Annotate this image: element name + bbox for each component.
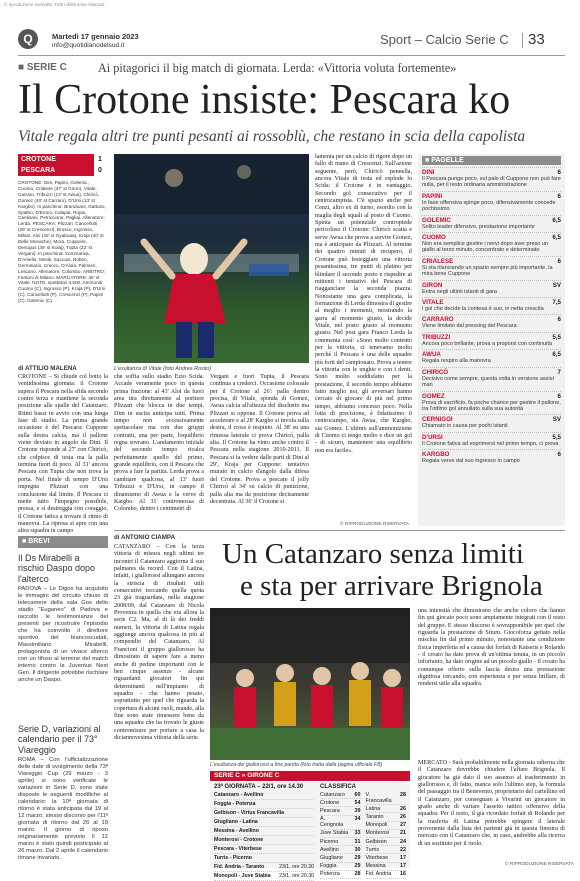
classifica-row	[366, 846, 407, 854]
pagella-comment: I gol che decide la contesa è suo, in netta crescita	[422, 306, 544, 313]
pagella-player: KARGBO	[422, 451, 450, 459]
kicker-text: Ai pitagorici il big match di giornata. Lerda: «Vittoria voluta fortemente»	[98, 61, 457, 75]
fixture-match: Fid. Andria - Taranto	[214, 864, 265, 870]
brevi-item1-text: PADOVA – Le Digos ha acquisito le immagini del circuito chiuso di telecamere della sala Gos dello stadio "Euganeo" di Padova e raccolto le testimonianze dei presenti per ricostruire l'episodio che ha coinvolto il direttore sportivo del biancoscudati, Massimiliano Mirabelli, protagonista di un vivace alterco con un tifoso al termine del match interno contro la Juventus Next Gen. Il dirigente potrebbe rischiare anche un Daspo.	[18, 586, 108, 683]
classifica-points: 27	[400, 822, 406, 829]
pagella-player: VITALE	[422, 299, 444, 307]
classifica-right	[366, 791, 407, 879]
classifica-row	[366, 838, 407, 846]
pagella-player: CHIRICÒ	[422, 368, 449, 376]
classifica-team: Potenza	[320, 871, 340, 878]
pagella-vote: 6	[557, 257, 561, 265]
classifica-row	[320, 791, 361, 799]
away-team: PESCARA	[21, 167, 56, 174]
fixture-row	[214, 791, 314, 800]
article2-rule	[114, 530, 565, 531]
pagella-comment: Si sta rilanciando un spazio sempre più importante, la mira bene Cuppone	[422, 264, 553, 278]
catanzaro-celebration-image	[210, 608, 410, 760]
brevi-title: BREVI	[28, 538, 50, 545]
pagella-vote: 6	[557, 192, 561, 200]
classifica-team: Picerno	[320, 838, 339, 845]
brevi-item2-text: ROMA – Con l'ufficializzazione delle date di svolgimento della 73ª Viareggio Cup (29 marzo - 3 aprile) si sono verificate le variazioni in Serie D, sono state disposte le seguenti modifiche al calendario: la 10ª giornata di ritorno è stata anticipata dal 19 al 12 marzo, stesso discorso per l'11ª giornata di ritorno dal 26 al 19 marzo. Il giorno di riposo originariamente previsto il 12 marzo è stato quindi posticipato al 26 marzo. Dal 2 aprile il calendario rimane invariato.	[18, 757, 108, 861]
article2-headline-line1: Un Catanzaro senza limiti	[222, 538, 524, 570]
classifica-row	[320, 807, 361, 815]
fixture-row	[214, 854, 314, 863]
classifica-points: 22	[400, 846, 406, 853]
classifica-team: Viterbese	[365, 854, 389, 861]
article1-byline: di ATTILIO MALENA	[18, 365, 77, 372]
fixture-match: Turris - Picerno	[214, 855, 252, 861]
classifica-points: 28	[400, 791, 406, 798]
classifica-points: 26	[400, 813, 406, 820]
fixture-row	[214, 818, 314, 827]
pagella-comment: Solito leader difensivo, prestazione importante	[422, 223, 535, 230]
pagelle-title-text: PAGELLE	[431, 157, 464, 164]
pagelle-box	[418, 154, 565, 526]
classifica-team: Latina	[365, 805, 381, 812]
classifica-team: Foggia	[320, 863, 337, 870]
copyright-line: © riproduzione riservata. Tutti i diritti sono riservati.	[4, 2, 106, 7]
classifica-points: 60	[354, 791, 361, 798]
pagella-comment: Ancora poco brillante, prova a proporsi con continuità	[422, 340, 552, 347]
pagella-comment: Il Crotone fatica ad esprimersi nel primo tempo, ci prova	[422, 440, 559, 447]
classifica-row	[366, 854, 407, 862]
classifica-points: 16	[400, 871, 406, 878]
article2-byline: di ANTONIO CIAMPA	[114, 534, 176, 541]
fixture-row	[214, 872, 314, 881]
classifica-team: Fid. Andria	[365, 871, 392, 878]
pagella-player: CRIALESE	[422, 257, 454, 265]
pagella-item	[422, 349, 561, 366]
classifica-team: Avellino	[320, 846, 339, 853]
article2-column-3: una intensità che dimostrano che anche coloro che hanno fin qui giocato poco sono ampiamente integrati con il resto del gruppo. E stesso discorso è sovrapponibile per quel che riguarda la prestazione di Situm. Giocoforza gettato nella mischia fin dal primo minuto, nonostante una condizione fisica imperfetta ed a causa dei forfait di Katseris e Rolando - il croato ha dato prova di un'ottima tenuta, in un piccolo infortunio, ha dato origine ad un piccolo giallo - il croato ha comunque offerto sulla fascia destra una prestazione dignitosa cercando, con esperienza e pur senza brillare, di rendersi utile alla squadra.	[418, 608, 565, 688]
fixture-row	[214, 809, 314, 818]
pagella-player: CARRARO	[422, 316, 454, 324]
classifica-row	[366, 813, 407, 821]
fixture-row	[214, 845, 314, 854]
pagella-item	[422, 280, 561, 297]
fixture-match: Monterosi - Crotone	[214, 837, 264, 843]
pagella-comment: Non era semplice gestire i nervi dopo aver preso un giallo al terzo minuto, concentrato e determinato	[422, 241, 548, 254]
classifica-left	[320, 791, 361, 879]
fixture-row	[214, 863, 314, 872]
classifica-row	[366, 871, 407, 879]
pagella-player: AWUA	[422, 351, 441, 359]
pagella-player: GOMEZ	[422, 392, 445, 400]
article1-photo-caption: L'esultanza di Vitale (foto Andrea Rosito)	[114, 366, 212, 372]
vitale-celebration-image	[114, 154, 309, 363]
pagella-vote: 6,5	[552, 351, 561, 359]
pagella-item	[422, 414, 561, 431]
classifica-points: 39	[354, 807, 361, 814]
page-number-divider	[522, 33, 523, 48]
fixture-row	[214, 836, 314, 845]
pagella-player: D'URSI	[422, 433, 443, 441]
classifica-row	[320, 863, 361, 871]
fixture-row	[214, 800, 314, 809]
headline: Il Crotone insiste: Pescara ko	[18, 77, 511, 123]
article1-column-3: Vergani e fuori Tupta, il Pescara continua a crederci. Occasione colossale per il Crotone al 26': palla dentro precisa, di Vitale, sponda di Gomez, Awua calcia all'altezza del dischetto ma Plizzari si oppone. Il Crotone prova ad accelerare e al 28' Kargbo si invola sulla destra, il cross è respinto. Al 38' su una rimessa laterale ci prova Chiricò, palla alta. Il Crotone ha vinto anche contro il Pescara nella stagione 2010-2011. Il Pescara si fa vedere dalle parti di Dini al 29', Kraja per Cuppone: tentativo murato in calcio d'angolo dalla difesa del Crotone. Prova a pescare il jolly Chiricò al 34' su calcio di punizione, palla alta ma da posizione decisamente decentrata. Al 36' il Crotone si	[210, 374, 309, 505]
article2-photo-caption: L'esultanza dei giallorossi a fine partita (foto tratta dalla pagina ufficiale FB)	[210, 762, 383, 768]
pagella-comment: Chiamato in causa per pochi istanti	[422, 423, 508, 430]
article1-photo	[114, 154, 309, 363]
classifica-row	[366, 830, 407, 838]
issue-date: Martedì 17 gennaio 2023	[52, 32, 139, 41]
classifica-points: 28	[354, 871, 361, 878]
pagella-comment: Entra negli ultimi istanti di gara	[422, 288, 497, 295]
classifica-points: 31	[354, 838, 361, 845]
results-banner: SERIE C » GIRONE C	[210, 771, 410, 781]
pagella-item	[422, 232, 561, 256]
pagella-comment: Decisivo come sempre, questa volta in versione assist man	[422, 375, 555, 389]
pagella-vote: 6	[557, 169, 561, 176]
classifica-row	[320, 846, 361, 854]
classifica-row	[320, 871, 361, 879]
classifica-points: 24	[400, 838, 406, 845]
fixture-match: Giugliano - Latina	[214, 819, 258, 825]
brevi-item2-title: Serie D, variazioni al calendario per il 73° Viareggio	[18, 724, 101, 755]
fixture-time: 23/1, ore 20.30	[279, 873, 314, 879]
kicker-label-text: SERIE C	[26, 62, 67, 73]
round-title: 23ª GIORNATA – 22/1, ore 14.30	[214, 784, 304, 790]
classifica-points: 21	[400, 830, 406, 837]
fixture-match: Messina - Avellino	[214, 828, 259, 834]
classifica-points: 33	[354, 830, 361, 837]
classifica-row	[366, 863, 407, 871]
classifica-team: Taranto	[365, 813, 384, 820]
fixture-match: Gelbison - Virtus Francavilla	[214, 810, 284, 816]
pagella-comment: Regala verve dal suo ingresso in campo	[422, 458, 520, 465]
classifica-team: Pescara	[320, 807, 340, 814]
page-number: 33	[528, 31, 545, 48]
scoreboard	[18, 154, 106, 176]
classifica-row	[320, 799, 361, 807]
classifica-points: 17	[400, 863, 406, 870]
pagella-player: GIRON	[422, 281, 443, 289]
classifica-points: 29	[354, 854, 361, 861]
pagella-player: GOLEMIC	[422, 216, 451, 224]
article1-column-4: lamenta per un calcio di rigore dopo un fallo di mano di Crescenzi. Sull'azione seguente, però, Chiricò pennella, ancora Vitale di testa ed esplode lo Scida: il Crotone è in vantaggio. Secondo gol consecutivo per il centrocampista. C'è spazio anche per Cenzi, altro ex di turno, esordio con la maglia degli squali al posto di Cuomo. Spinta un potenziale contropiede pericoloso il Crotone: Chiricò scatta e serve Awua che prova a servire Gomez, ma è anticipato da Plizzari. Al termine dei quattro minuti di recupero, il Crotone può festeggiare una vittoria pesantissima, tre punti di platino per blindare il secondo posto e rispedire ai mittenti i tentativi del Pescara di riagganciare la seconda piazza. Nonostante una gara complicata, la formazione di Lerda dimostra di gestire al meglio i momenti, mostrando la garra al momento giusto, la decide Vitale, nel posto giusto al momento giusto. Nel post gara Franco Lerda la commenta così: «Sono molto contento per la vittoria, ci tenevamo molto perché il Pescara è una delle squadre più forti del campionato. Prova a tenere la vittoria con le unghie e con i denti. Sono molto soddisfatto per la prestazione, il secondo tempo abbiamo fatto meglio noi, gli avversari hanno cercato di giocare di più nel primo tempo, abbiamo concesso poco. Nella lotta di precisione, è fidatissimo il centrocampo, sia Awua, che Kargbo, sia Gomez. L'ultimo sull'ammonizione di Cuomo ci tengo molto e dice un gol - di sicuro, mantenere una equilibrio non era facile».	[315, 154, 412, 454]
pagella-player: TRIBUZZI	[422, 333, 451, 341]
classifica-points: 54	[354, 799, 361, 806]
pagella-vote: 7	[557, 368, 561, 376]
fixture-row	[214, 827, 314, 836]
pagella-item	[422, 449, 561, 466]
classifica-points: 30	[354, 846, 361, 853]
article2-photo	[210, 608, 410, 760]
pagelle-title: ■ PAGELLE	[422, 156, 561, 165]
fixture-list	[214, 791, 314, 881]
classifica-title: CLASSIFICA	[320, 784, 356, 790]
pagella-player: DINI	[422, 169, 435, 176]
pagella-comment: Prova di sacrificio, fa poche chance per gestire il pallone, tra l'ottimo gol annullato sulla sua autorità	[422, 399, 561, 412]
pagella-item	[422, 367, 561, 391]
classifica-row	[320, 816, 361, 830]
pagella-vote: 5,5	[552, 333, 561, 341]
classifica-team: Turris	[365, 846, 380, 853]
classifica-team: Gelbison	[365, 838, 387, 845]
classifica-row	[320, 838, 361, 846]
classifica-row	[320, 854, 361, 862]
classifica-points: 26	[400, 805, 406, 812]
classifica-team: Giugliano	[320, 854, 343, 861]
article2-headline-line2: e sta per arrivare Brignola	[240, 570, 543, 602]
fixture-match: Catanzaro - Avellino	[214, 792, 264, 798]
pagella-item	[422, 256, 561, 280]
pagella-item	[422, 191, 561, 215]
pagella-vote: 6	[557, 451, 561, 459]
brevi-header: ■ BREVI	[18, 536, 108, 548]
article1-column-1: CROTONE – Si chiude col botto la ventidiesima giornata: il Crotone supera il Pescara nella sfida secondo contro terza e mantiene la seconda posizione alle spalle del Catanzaro. Ritmi bassi in avvio con una lunga fase di studio. La prima grande occasione è del Pescara: Cuppone sulla destra calcia, ma il pallone viene deviato in angolo da Dini. Il Crotone risponde al 27' con Chiricò, che colpisce di testa ma la palla termina fuori di poco. Al 31' ancora Pescara con Tupta che non trova la porta. Nel finale di tempo D'Ursi impegna Plizzari con una conclusione dal limite. Il Pescara ci mette tutto l'impegno possibile, pressa, e si destreggia con coraggio, il Crotone fatica a trovare il ritmo di manovra. La ripresa si apre con una altra squadra in campo	[18, 374, 108, 535]
away-goals: 0	[94, 165, 106, 176]
pagella-vote: 6,5	[552, 234, 561, 242]
pagella-item	[422, 215, 561, 232]
pagella-item	[422, 297, 561, 314]
classifica-team: V. Francavilla	[365, 791, 392, 804]
match-report-tabellino: CROTONE: Dini, Papini, Golemic, Cuomo, Crialese (47' st Giron), Vitale, Carraro, Tribuzzi (13' st Awua), Chiricò, Gomez (40' st Carraro), D'Ursi (13' st Kargbo). In panchina: Branduani, Gattuso, Spaltro, D'Errico, Calapai, Rojas, Cantisani, Petriccione, Pagliai. Allenatore: Lerda. PESCARA: Plizzari, Cancellotti (29' st Crescenzi), Brosco, Ingrosso, Milani, Aloi (40' st Gyabuaa), Kraja (40' st Delle Monache), Mora, Cuppone, Desogus (39' st Kolaj), Tupta (22' st Vergani). In panchina: Sommariva, D'Aniello, Mesik, Saccani, Boben, Germinario, Crecco, D'Aloia, Palmieri, Lescano. Allenatore: Colombo. ARBITRO: Fantoni di Milano. MARCATORE: 45' st Vitale. NOTE: spettatori 4.500. Ammoniti: Cuomo (C), Ingrosso (P), Kraja (P), D'Ursi (C), Cancellotti (P), Crescenzi (P), Papini (C), Golemic (C).	[18, 180, 106, 304]
pagella-vote: 7,5	[552, 299, 561, 307]
pagella-comment: Il Pescara punge poco, sul palo di Cuppone non può fare nulla, per il resto ordinaria amministrazione	[422, 176, 561, 189]
pagella-vote: 6	[557, 392, 561, 400]
article2-copyright: © RIPRODUZIONE RISERVATA	[505, 862, 575, 867]
pagella-comment: In fase offensiva spinge poco, difensivamente concede pochissimo	[422, 199, 556, 213]
article2-column-1: CATANZARO – Con la terza vittoria di misura negli ultimi tre incontri il Catanzaro aggiorna il suo palmares da record. Con il Latina, infatti, i giallorossi allungano ancora la striscia di risultati utili consecutivi toccando quella quota 23 già traguardata, nella stagione 2008/09, dal Catanzaro di Nicola Provenza in quella che era allora la serie C2. Ma, al di là dei freddi numeri, la vittoria di Latina regala aggiunge ancora qualcosa in più al compendio del Catanzaro. Al Francioni il gruppo giallorosso ha dimostrato di sapere fare a meno anche di pedine importanti con le ben cinque assenze - alcune riguardanti giocatori fin qui determinanti nell'impianto di squadra - che hanno pesato, soprattutto per quel che riguarda la copertura di alcuni ruoli, mande, alla fine sono state rimessere bene da una squadra che ha trovato le giuste contromisure per portare a casa la diciannovesima vittoria della serie.	[114, 544, 204, 741]
section-title: Sport – Calcio Serie C	[380, 32, 509, 47]
classifica-row	[366, 805, 407, 813]
classifica-row	[366, 822, 407, 830]
classifica-team: Catanzaro	[320, 791, 345, 798]
classifica-row	[366, 791, 407, 805]
article1-copyright: © RIPRODUZIONE RISERVATA	[340, 522, 410, 527]
pagella-item	[422, 391, 561, 415]
pagella-item	[422, 432, 561, 449]
newspaper-email[interactable]: info@quotidianodelsud.it	[52, 42, 125, 49]
article1-column-2: che soffia sullo stadio Ezio Scida. Accade veramente poco in questa prima frazione: al 43' Aloi da fuori area tira direttamente al portiere Plizzari che blocca in due tempi. Dini in uscita anticipa tutti. Prima tempo non eccessivamente spettacolare ma con due gruppi contratti, una per parte, l'equilibrio regna sovrano. L'andamento iniziale del secondo tempo ricalca perfettamente quello del primo, grande equilibrio, con il Pescara che prova a fare la partita. Lerda prova a cambiare qualcosa, al 13' fuori Tribuzzi e D'Ursi, in campo il dinamismo di Awua e la verve di Kargbo. Al 31' contromossa di Colombo, dentro i centimetri di	[114, 374, 204, 513]
subheadline: Vitale regala altri tre punti pesanti ai rossoblù, che restano in scia della capolista	[18, 128, 526, 145]
pagella-comment: Regala respiro alla manovra	[422, 358, 491, 365]
classifica-row	[320, 830, 361, 838]
pagella-player: CUOMO	[422, 234, 446, 242]
newspaper-logo-icon: Q	[18, 29, 38, 49]
pagella-vote: SV	[552, 281, 561, 289]
results-box	[210, 782, 410, 879]
fixture-match: Pescara - Viterbese	[214, 846, 262, 852]
fixture-match: Monopoli - Juve Stabia	[214, 873, 271, 879]
pagelle-list	[422, 167, 561, 467]
pagella-vote: 6,5	[552, 216, 561, 224]
classifica-points: 17	[400, 854, 406, 861]
pagella-item	[422, 167, 561, 191]
classifica-points: 34	[354, 816, 361, 823]
home-goals: 1	[94, 154, 106, 165]
brevi-item1-title: Il Ds Mirabelli a rischio Daspo dopo l'alterco	[18, 553, 96, 584]
classifica-team: Crotone	[320, 799, 340, 806]
classifica-points: 29	[354, 863, 361, 870]
pagella-vote: 5,5	[552, 433, 561, 441]
pagella-player: CERNIGOI	[422, 416, 453, 424]
fixture-match: Foggia - Potenza	[214, 801, 256, 807]
classifica-team: Monopoli	[365, 822, 388, 829]
masthead-rule	[18, 55, 565, 56]
pagella-vote: SV	[552, 416, 561, 424]
pagella-player: PAPINI	[422, 192, 443, 200]
classifica-team: A. Cerignola	[320, 816, 344, 829]
pagella-item	[422, 314, 561, 331]
article2-column-4: MERCATO - Sarà probabilmente nella giornata odierna che il Catanzaro dovrebbe chiudere l'affare Brignola. Il giocatore ha già dato il suo assenso al trasferimento in giallorosso e, di fatto, manca solo l'ultimo step, la formula del passaggio tra il Benevento, proprietario del cartellino ed il Catanzaro, per consegnare a Vivarini un giocatore in grado anche di variare l'assetto tattico offensivo della squadra. Per il resto, il già ricordato forfait di Rolando per la trasferta di Latina potrebbe spingere il laterale provenente dalla lista dei partenti già in questa finestra di mercato con il Catanzaro che, in caso, andrebbe alla ricerca di un sostituto per il ruolo.	[418, 760, 565, 847]
home-team: CROTONE	[21, 156, 56, 163]
pagella-comment: Viene limitato dal pressing del Pescara	[422, 323, 517, 330]
kicker-label: ■ SERIE C	[18, 62, 67, 73]
classifica-team: Messina	[365, 863, 386, 870]
classifica-team: Juve Stabia	[320, 830, 349, 837]
pagella-vote: 6	[557, 316, 561, 324]
classifica-team: Monterosi	[365, 830, 390, 837]
pagella-item	[422, 332, 561, 349]
fixture-time: 23/1, ore 20.30	[279, 864, 314, 870]
